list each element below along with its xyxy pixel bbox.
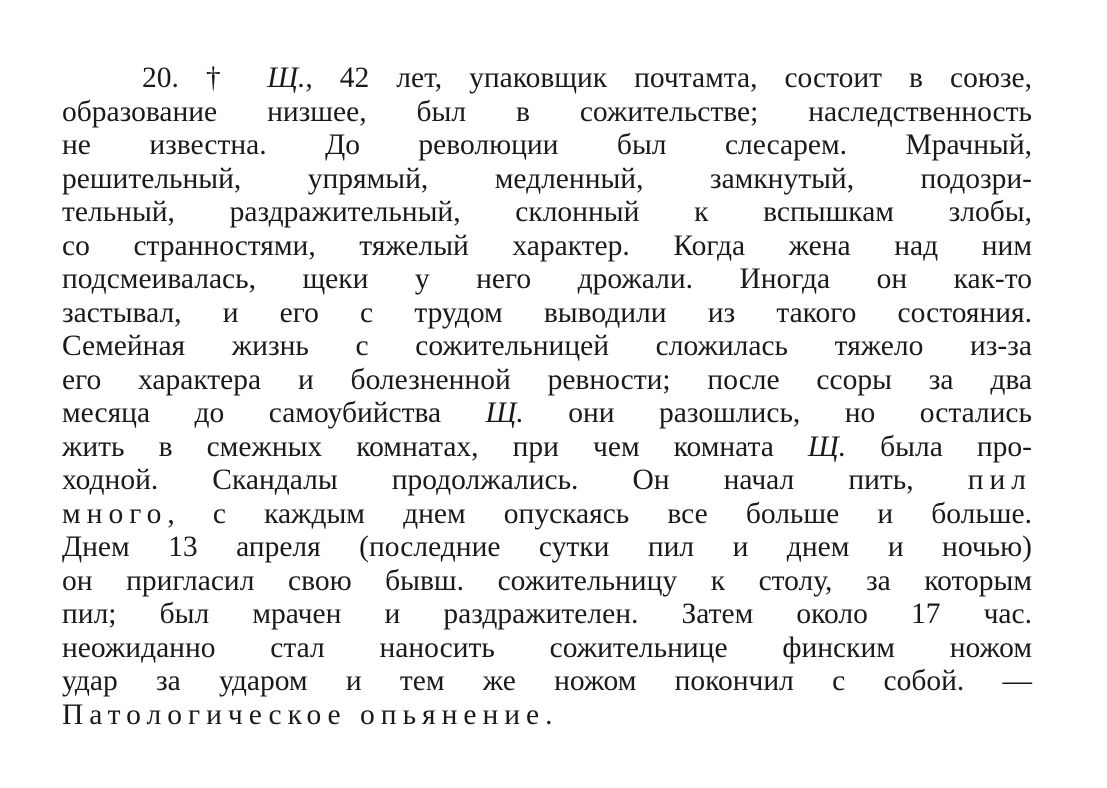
- text-line: [62, 129, 1032, 163]
- text-segment: месяца до самоубийства: [62, 397, 486, 429]
- text-line: [62, 431, 1032, 465]
- text-line: [62, 397, 1032, 431]
- text-line: [62, 196, 1032, 230]
- text-segment: , 42 лет, упаковщик почтамта, состоит в союзе,: [305, 62, 1032, 94]
- italic-initial: Щ.: [807, 430, 847, 463]
- text-line: [62, 598, 1032, 632]
- text-line: [62, 230, 1032, 264]
- case-paragraph: [62, 62, 1032, 732]
- text-segment: застывал, и его с трудом выводили из такого состояния.: [62, 296, 1032, 329]
- text-segment: решительный, упрямый, медленный, замкнутый, подозри-: [62, 162, 1032, 195]
- text-line: [62, 531, 1032, 565]
- text-line: [62, 699, 1032, 733]
- text-line: [62, 163, 1032, 197]
- spaced-emphasis: пил: [967, 464, 1032, 496]
- text-segment: подсмеивалась, щеки у него дрожали. Иногда он как-то: [62, 263, 1032, 295]
- text-line: [62, 665, 1032, 699]
- text-segment: образование низшее, был в сожительстве; наследственность: [62, 95, 1032, 128]
- text-segment: тельный, раздражительный, склонный к вспышкам злобы,: [62, 196, 1032, 228]
- text-line: [62, 330, 1032, 364]
- text-line: [62, 464, 1032, 498]
- text-segment: Семейная жизнь с сожительницей сложилась тяжело из-за: [62, 330, 1032, 362]
- text-segment: они разошлись, но остались: [523, 397, 1032, 429]
- text-line: [62, 364, 1032, 398]
- text-segment: была про-: [846, 430, 1032, 463]
- text-line: [62, 96, 1032, 130]
- text-segment: удар за ударом и тем же ножом покончил с собой. —: [62, 665, 1032, 697]
- text-segment: 20. †: [142, 62, 268, 94]
- text-segment: Днем 13 апреля (последние сутки пил и днем и ночью): [62, 531, 1032, 563]
- text-segment: ходной. Скандалы продолжались. Он начал пить,: [62, 464, 968, 496]
- italic-initial: Щ.: [267, 62, 306, 94]
- text-segment: не известна. До революции был слесарем. Мрачный,: [62, 129, 1032, 161]
- spaced-emphasis: Патологическое опьянение.: [62, 698, 559, 731]
- text-segment: пил; был мрачен и раздражителен. Затем около 17 час.: [62, 598, 1032, 630]
- spaced-emphasis: много: [62, 497, 168, 530]
- text-line: [62, 632, 1032, 666]
- text-line: [62, 498, 1032, 532]
- italic-initial: Щ.: [485, 397, 524, 429]
- text-segment: его характера и болезненной ревности; после ссоры за два: [62, 363, 1032, 396]
- text-line: [62, 263, 1032, 297]
- text-segment: неожиданно стал наносить сожительнице финским ножом: [62, 631, 1032, 664]
- text-line: [62, 297, 1032, 331]
- text-line: [62, 62, 1032, 96]
- text-segment: , с каждым днем опускаясь все больше и больше.: [167, 497, 1032, 530]
- text-segment: он пригласил свою бывш. сожительницу к столу, за которым: [62, 564, 1032, 597]
- text-segment: со странностями, тяжелый характер. Когда жена над ним: [62, 229, 1032, 262]
- text-line: [62, 565, 1032, 599]
- text-segment: жить в смежных комнатах, при чем комната: [62, 430, 808, 463]
